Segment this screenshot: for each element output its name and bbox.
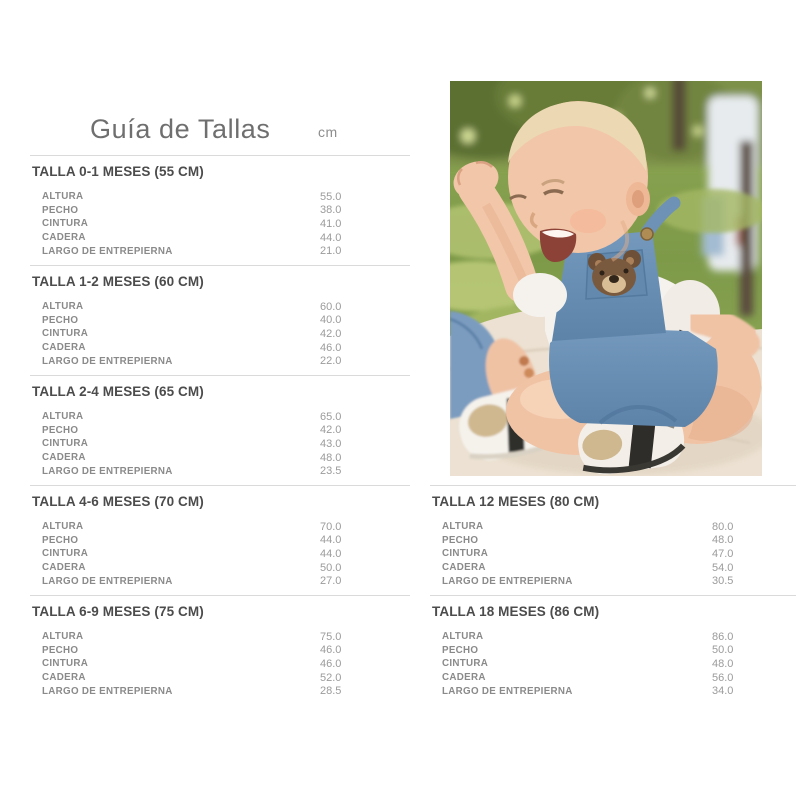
table-row: [42, 520, 410, 534]
measure-label: LARGO DE ENTREPIERNA: [42, 575, 173, 587]
table-row: [442, 657, 796, 671]
measure-value: 21.0: [320, 245, 342, 258]
measure-label: LARGO DE ENTREPIERNA: [42, 245, 173, 257]
table-row: [42, 300, 410, 314]
size-table-title: TALLA 18 MESES (86 CM): [432, 604, 600, 619]
measure-label: CADERA: [42, 452, 86, 464]
measure-value: 44.0: [320, 231, 342, 244]
measure-value: 44.0: [320, 534, 342, 547]
table-row: [42, 341, 410, 355]
measure-value: 46.0: [320, 341, 342, 354]
measure-value: 28.5: [320, 685, 342, 698]
measure-value: 55.0: [320, 190, 342, 203]
measure-label: CADERA: [442, 562, 486, 574]
measure-label: ALTURA: [42, 631, 84, 643]
measure-label: CINTURA: [442, 658, 489, 670]
measure-label: CINTURA: [42, 328, 89, 340]
size-table-title: TALLA 1-2 MESES (60 CM): [32, 274, 204, 289]
size-table-1-2-meses: [30, 265, 410, 375]
measure-label: CINTURA: [442, 548, 489, 560]
table-row: [42, 231, 410, 245]
size-table-title: TALLA 0-1 MESES (55 CM): [32, 164, 204, 179]
measure-value: 30.5: [712, 575, 734, 588]
table-row: [42, 657, 410, 671]
table-row: [42, 630, 410, 644]
page-title: Guía de Tallas: [90, 114, 271, 144]
measure-label: PECHO: [42, 534, 79, 546]
measure-value: 44.0: [320, 547, 342, 560]
measure-label: ALTURA: [42, 521, 84, 533]
size-table-12-meses: [430, 485, 796, 595]
measure-value: 38.0: [320, 204, 342, 217]
size-table-title: TALLA 2-4 MESES (65 CM): [32, 384, 204, 399]
size-table-title: TALLA 12 MESES (80 CM): [432, 494, 600, 509]
table-row: [442, 534, 796, 548]
measure-value: 41.0: [320, 217, 342, 230]
measure-label: CADERA: [42, 342, 86, 354]
measure-label: ALTURA: [442, 631, 484, 643]
table-row: [42, 464, 410, 478]
size-tables-left-column: [30, 155, 410, 705]
measure-value: 34.0: [712, 685, 734, 698]
measure-label: LARGO DE ENTREPIERNA: [42, 355, 173, 367]
measure-value: 50.0: [712, 644, 734, 657]
table-row: [442, 561, 796, 575]
table-row: [442, 574, 796, 588]
measure-label: LARGO DE ENTREPIERNA: [42, 465, 173, 477]
measure-value: 48.0: [712, 657, 734, 670]
measure-value: 75.0: [320, 630, 342, 643]
measure-label: ALTURA: [442, 521, 484, 533]
table-row: [42, 327, 410, 341]
table-row: [42, 424, 410, 438]
table-row: [42, 437, 410, 451]
measure-value: 22.0: [320, 355, 342, 368]
measure-value: 40.0: [320, 314, 342, 327]
measure-value: 65.0: [320, 410, 342, 423]
table-row: [442, 630, 796, 644]
table-row: [42, 244, 410, 258]
measure-label: LARGO DE ENTREPIERNA: [442, 575, 573, 587]
measure-value: 80.0: [712, 520, 734, 533]
measure-value: 46.0: [320, 657, 342, 670]
unit-label: cm: [318, 124, 338, 140]
measure-value: 86.0: [712, 630, 734, 643]
size-table-4-6-meses: [30, 485, 410, 595]
measure-value: 43.0: [320, 437, 342, 450]
table-row: [42, 451, 410, 465]
table-row: [42, 684, 410, 698]
measure-label: PECHO: [442, 534, 479, 546]
measure-label: CINTURA: [42, 438, 89, 450]
tree-trunk: [672, 81, 686, 151]
table-row: [42, 561, 410, 575]
size-table-18-meses: [430, 595, 796, 705]
size-table-2-4-meses: [30, 375, 410, 485]
measure-value: 50.0: [320, 561, 342, 574]
measure-label: PECHO: [42, 644, 79, 656]
table-row: [42, 671, 410, 685]
baby-photo: [450, 81, 762, 476]
measure-label: CINTURA: [42, 548, 89, 560]
size-tables-right-column: [430, 485, 796, 705]
table-row: [442, 671, 796, 685]
measure-label: ALTURA: [42, 301, 84, 313]
table-row: [442, 684, 796, 698]
measure-value: 48.0: [320, 451, 342, 464]
overall-button: [641, 228, 653, 240]
measure-value: 46.0: [320, 644, 342, 657]
measure-value: 54.0: [712, 561, 734, 574]
size-table-6-9-meses: [30, 595, 410, 705]
measure-value: 42.0: [320, 424, 342, 437]
measure-value: 42.0: [320, 327, 342, 340]
table-row: [42, 354, 410, 368]
measure-label: CADERA: [42, 232, 86, 244]
table-row: [442, 520, 796, 534]
measure-label: CINTURA: [42, 218, 89, 230]
table-row: [42, 534, 410, 548]
measure-label: CINTURA: [42, 658, 89, 670]
measure-value: 23.5: [320, 465, 342, 478]
table-row: [42, 547, 410, 561]
measure-label: CADERA: [42, 672, 86, 684]
size-table-0-1-meses: [30, 155, 410, 265]
measure-label: PECHO: [42, 314, 79, 326]
table-row: [42, 314, 410, 328]
table-row: [42, 204, 410, 218]
table-row: [42, 574, 410, 588]
measure-value: 60.0: [320, 300, 342, 313]
table-row: [442, 547, 796, 561]
measure-value: 52.0: [320, 671, 342, 684]
measure-value: 47.0: [712, 547, 734, 560]
table-row: [42, 410, 410, 424]
table-row: [42, 217, 410, 231]
measure-value: 56.0: [712, 671, 734, 684]
measure-label: LARGO DE ENTREPIERNA: [442, 685, 573, 697]
baby-photo-illustration: [450, 81, 762, 476]
measure-label: CADERA: [442, 672, 486, 684]
measure-value: 70.0: [320, 520, 342, 533]
measure-label: PECHO: [442, 644, 479, 656]
table-row: [442, 644, 796, 658]
measure-label: PECHO: [42, 204, 79, 216]
table-row: [42, 190, 410, 204]
size-table-title: TALLA 4-6 MESES (70 CM): [32, 494, 204, 509]
measure-label: ALTURA: [42, 191, 84, 203]
measure-label: LARGO DE ENTREPIERNA: [42, 685, 173, 697]
measure-label: PECHO: [42, 424, 79, 436]
tee-sleeve: [513, 273, 567, 317]
measure-label: ALTURA: [42, 411, 84, 423]
measure-value: 27.0: [320, 575, 342, 588]
measure-label: CADERA: [42, 562, 86, 574]
measure-value: 48.0: [712, 534, 734, 547]
size-table-title: TALLA 6-9 MESES (75 CM): [32, 604, 204, 619]
table-row: [42, 644, 410, 658]
